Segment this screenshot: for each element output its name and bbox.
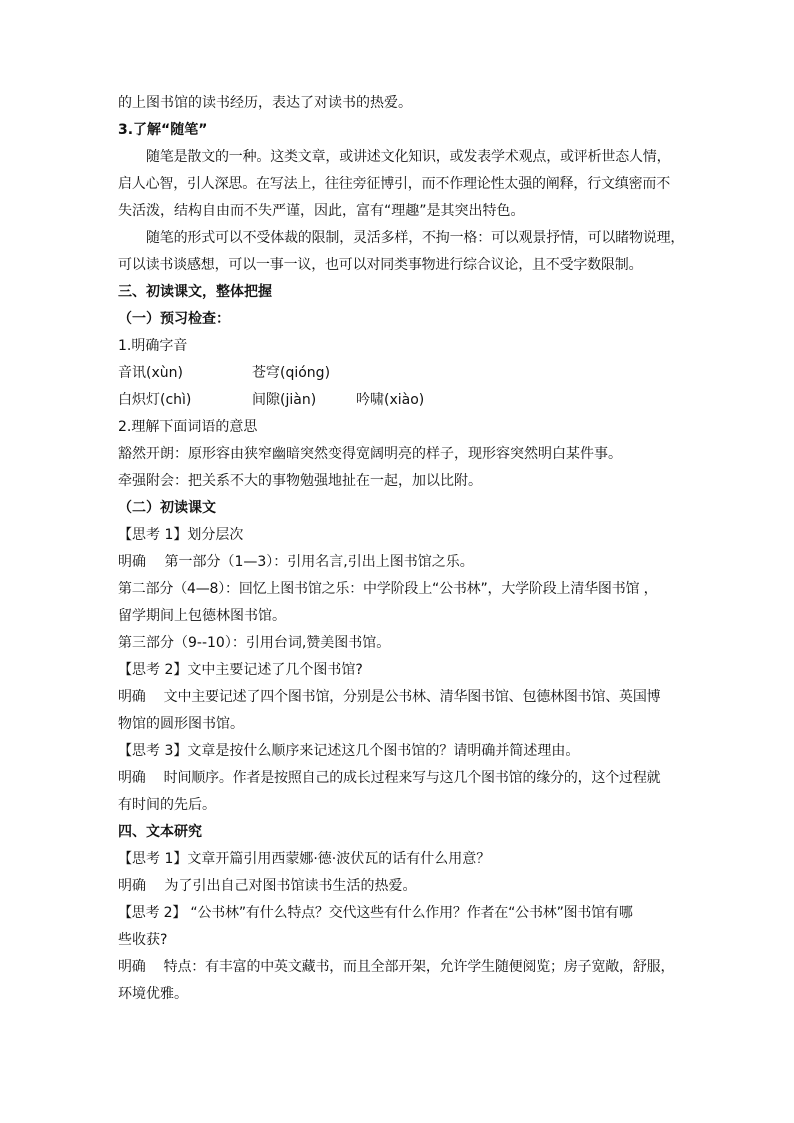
definition-line: 牵强附会：把关系不大的事物勉强地扯在一起，加以比附。 <box>118 473 482 489</box>
answer-line: 明确 为了引出自己对图书馆读书生活的热爱。 <box>118 878 417 894</box>
answer-line: 明确 文中主要记述了四个图书馆，分别是公书林、清华图书馆、包德林图书馆、英国博 <box>118 689 661 705</box>
section-heading: 三、初读课文，整体把握 <box>118 284 272 300</box>
question-line: 【思考 3】文章是按什么顺序来记述这几个图书馆的？请明确并简述理由。 <box>118 743 580 759</box>
question-line: 【思考 1】划分层次 <box>118 527 244 543</box>
pronunciation-item: 白炽灯(chì) <box>118 392 192 408</box>
answer-line: 有时间的先后。 <box>118 797 216 813</box>
question-line: 些收获? <box>118 932 168 948</box>
answer-line: 物馆的圆形图书馆。 <box>118 716 244 732</box>
subsection-heading: （二）初读课文 <box>118 500 216 516</box>
answer-line: 留学期间上包德林图书馆。 <box>118 608 286 624</box>
document-body <box>118 90 688 1008</box>
paragraph-line: 可以读书谈感想，可以一事一议，也可以对同类事物进行综合议论，且不受字数限制。 <box>118 257 643 273</box>
section-heading: 四、文本研究 <box>118 824 202 840</box>
answer-line: 环境优雅。 <box>118 986 188 1002</box>
answer-line: 明确 特点：有丰富的中英文藏书，而且全部开架，允许学生随便阅览；房子宽敞，舒服， <box>118 959 675 975</box>
section-heading: 3.了解“随笔” <box>118 122 208 138</box>
text-line: 的上图书馆的读书经历，表达了对读书的热爱。 <box>118 95 412 111</box>
text-line: 2.理解下面词语的意思 <box>118 419 258 435</box>
pronunciation-row <box>118 360 688 387</box>
paragraph-line: 失活泼，结构自由而不失严谨，因此，富有“理趣”是其突出特色。 <box>118 203 525 219</box>
question-line: 【思考 2】 “公书林”有什么特点？交代这些有什么作用？作者在“公书林”图书馆有哪 <box>118 905 633 921</box>
paragraph-line: 随笔的形式可以不受体裁的限制，灵活多样，不拘一格：可以观景抒情，可以睹物说理， <box>146 230 685 246</box>
subsection-heading: （一）预习检查： <box>118 311 230 327</box>
text-line: 1.明确字音 <box>118 338 188 354</box>
paragraph-line: 启人心智，引人深思。在写法上，往往旁征博引，而不作理论性太强的阐释，行文缜密而不 <box>118 176 670 192</box>
answer-line: 第二部分（4—8）：回忆上图书馆之乐：中学阶段上“公书林”，大学阶段上清华图书馆 ， <box>118 581 658 597</box>
answer-line: 第三部分（9--10）：引用台词,赞美图书馆。 <box>118 635 391 651</box>
answer-line: 明确 时间顺序。作者是按照自己的成长过程来写与这几个图书馆的缘分的，这个过程就 <box>118 770 661 786</box>
answer-line: 明确 第一部分（1—3）：引用名言,引出上图书馆之乐。 <box>118 554 474 570</box>
definition-line: 豁然开朗：原形容由狭窄幽暗突然变得宽阔明亮的样子，现形容突然明白某件事。 <box>118 446 622 462</box>
pronunciation-row <box>118 387 688 414</box>
pronunciation-item: 音讯(xùn) <box>118 365 183 381</box>
pronunciation-item: 吟啸(xiào) <box>356 392 425 408</box>
pronunciation-item: 间隙(jiàn) <box>252 392 317 408</box>
question-line: 【思考 2】文中主要记述了几个图书馆? <box>118 662 363 678</box>
pronunciation-item: 苍穹(qióng) <box>252 365 331 381</box>
question-line: 【思考 1】文章开篇引用西蒙娜·德·波伏瓦的话有什么用意？ <box>118 851 491 867</box>
paragraph-line: 随笔是散文的一种。这类文章，或讲述文化知识，或发表学术观点，或评析世态人情， <box>146 149 671 165</box>
